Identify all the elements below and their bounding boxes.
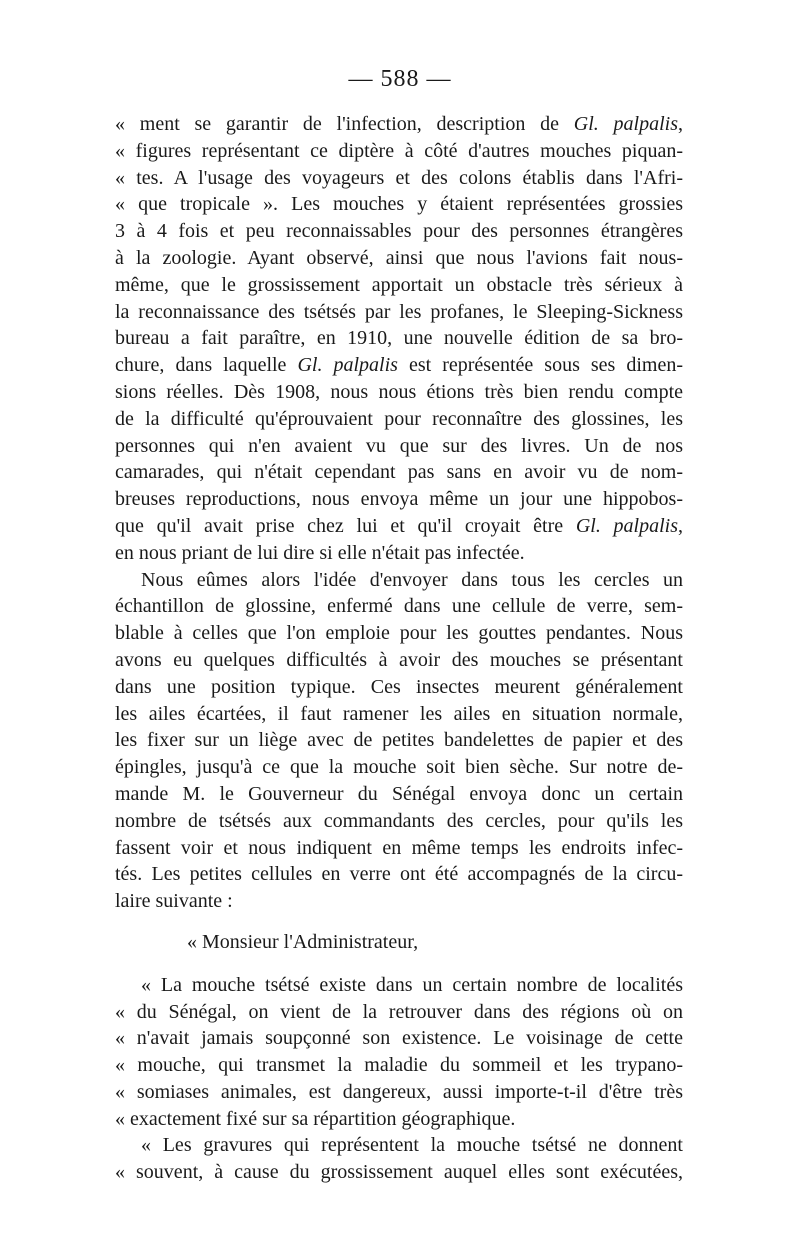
text-line: bureau a fait paraître, en 1910, une nouvelle édition de sa bro-	[115, 327, 683, 350]
text-line: la reconnaissance des tsétsés par les profanes, le Sleeping-Sickness	[115, 300, 683, 323]
salutation-line: « Monsieur l'Administrateur,	[187, 930, 419, 953]
text-line: blable à celles que l'on emploie pour les gouttes pendantes. Nous	[115, 622, 683, 645]
quoted-line: « du Sénégal, on vient de la retrouver dans des régions où on	[115, 1000, 683, 1023]
text-line: « tes. A l'usage des voyageurs et des colons établis dans l'Afri-	[115, 166, 683, 189]
text-line: dans une position typique. Ces insectes meurent généralement	[115, 675, 683, 698]
text-line: les fixer sur un liège avec de petites bandelettes de papier et des	[115, 729, 683, 752]
text-line: même, que le grossissement apportait un obstacle très sérieux à	[115, 273, 683, 296]
text-line: camarades, qui n'était cependant pas sans en avoir vu de nom-	[115, 461, 683, 484]
text-line: sions réelles. Dès 1908, nous nous étions très bien rendu compte	[115, 380, 683, 403]
page-number: — 588 —	[348, 66, 452, 92]
text-line: tés. Les petites cellules en verre ont été accompagnés de la circu-	[115, 863, 683, 886]
text-line: nombre de tsétsés aux commandants des cercles, pour qu'ils les	[115, 809, 683, 832]
text-line: les ailes écartées, il faut ramener les ailes en situation normale,	[115, 702, 683, 725]
text-line: de la difficulté qu'éprouvaient pour reconnaître des glossines, les	[115, 407, 683, 430]
text-line: fassent voir et nous indiquent en même temps les endroits infec-	[115, 836, 683, 859]
quoted-line: « n'avait jamais soupçonné son existence. Le voisinage de cette	[115, 1027, 683, 1050]
text-line: personnes qui n'en avaient vu que sur des livres. Un de nos	[115, 434, 683, 457]
text-line: breuses reproductions, nous envoya même un jour une hippobos-	[115, 488, 683, 511]
body-text	[115, 111, 683, 1186]
quoted-line: « souvent, à cause du grossissement auquel elles sont exécutées,	[115, 1161, 683, 1184]
quoted-line: « mouche, qui transmet la maladie du sommeil et les trypano-	[115, 1054, 683, 1077]
species-name: Gl. palpalis	[575, 514, 679, 537]
text-line: 3 à 4 fois et peu reconnaissables pour des personnes étrangères	[115, 220, 683, 243]
text-line: chure, dans laquelle Gl. palpalis est représentée sous ses dimen-	[115, 354, 683, 377]
quoted-line: « La mouche tsétsé existe dans un certain nombre de localités	[141, 973, 683, 996]
text-line: avons eu quelques difficultés à avoir des mouches se présentant	[115, 648, 683, 671]
quoted-line: « exactement fixé sur sa répartition géographique.	[115, 1107, 516, 1130]
text-line: « ment se garantir de l'infection, description de Gl. palpalis,	[115, 113, 683, 135]
text-line: « que tropicale ». Les mouches y étaient représentées grossies	[115, 193, 683, 216]
text-line: laire suivante :	[115, 890, 233, 913]
text-line: que qu'il avait prise chez lui et qu'il croyait être Gl. palpalis,	[115, 514, 683, 537]
quoted-line: « somiases animales, est dangereux, aussi importe-t-il d'être très	[115, 1080, 683, 1103]
species-name: Gl. palpalis	[297, 354, 398, 377]
text-line: « figures représentant ce diptère à côté d'autres mouches piquan-	[115, 139, 683, 162]
quoted-line: « Les gravures qui représentent la mouche tsétsé ne donnent	[141, 1134, 683, 1157]
text-line: Nous eûmes alors l'idée d'envoyer dans tous les cercles un	[141, 568, 683, 591]
text-line: épingles, jusqu'à ce que la mouche soit bien sèche. Sur notre de-	[115, 756, 683, 779]
text-line: échantillon de glossine, enfermé dans une cellule de verre, sem-	[115, 595, 683, 618]
text-line: en nous priant de lui dire si elle n'était pas infectée.	[115, 541, 525, 564]
text-line: à la zoologie. Ayant observé, ainsi que nous l'avions fait nous-	[115, 246, 683, 269]
text-line: mande M. le Gouverneur du Sénégal envoya donc un certain	[115, 782, 683, 805]
species-name: Gl. palpalis	[573, 113, 679, 135]
